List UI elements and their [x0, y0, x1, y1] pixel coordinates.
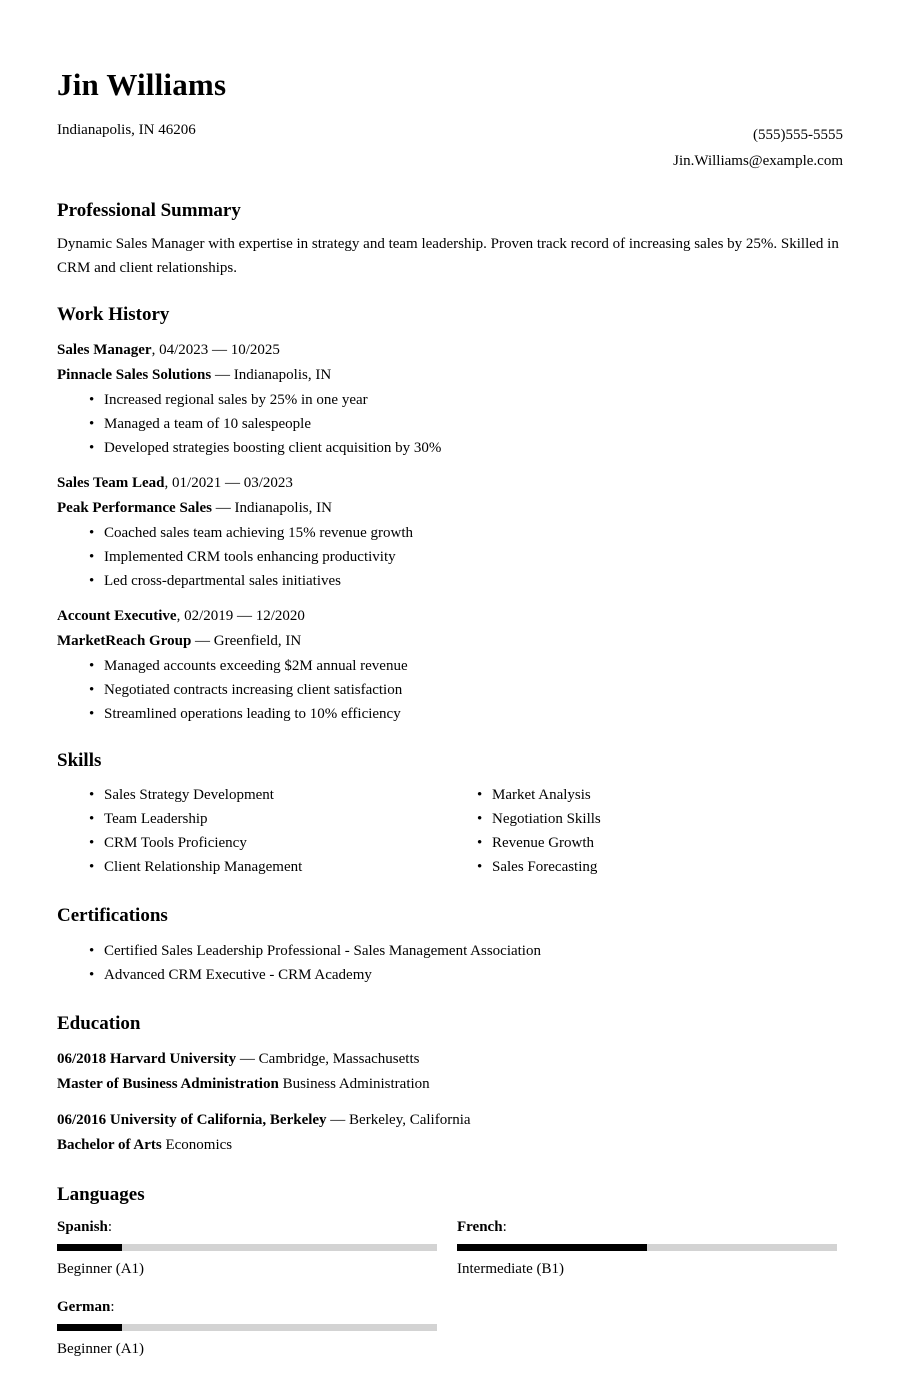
section-skills: [57, 750, 843, 880]
language-level: Beginner (A1): [57, 1340, 145, 1357]
skill-item: • Client Relationship Management: [104, 855, 457, 879]
language-level: Beginner (A1): [57, 1260, 145, 1277]
section-professional-summary: [57, 200, 843, 280]
language-entry-spanish: [57, 1216, 437, 1280]
language-name: French: [457, 1218, 503, 1235]
language-entry-french: [457, 1216, 837, 1280]
language-name-line: [57, 1216, 437, 1238]
language-entry-german: [57, 1296, 437, 1360]
education-heading: Education: [57, 1013, 141, 1035]
language-progress-fill: [457, 1244, 647, 1251]
job-company-line: [57, 496, 843, 521]
job-company: Peak Performance Sales: [57, 499, 212, 516]
languages-grid: [57, 1216, 843, 1376]
skill-item: • CRM Tools Proficiency: [104, 831, 457, 855]
certification-item: • Certified Sales Leadership Professional - Sales Management Association: [104, 939, 843, 963]
job-bullet: • Negotiated contracts increasing client satisfaction: [104, 678, 843, 702]
languages-heading: Languages: [57, 1184, 145, 1206]
job-location: — Indianapolis, IN: [215, 499, 332, 516]
language-colon: :: [502, 1218, 507, 1235]
job-company: Pinnacle Sales Solutions: [57, 366, 212, 383]
job-title-line: [57, 471, 843, 496]
skills-column-right: [457, 783, 843, 879]
person-name: Jin Williams: [57, 67, 227, 102]
job-title-line: [57, 338, 843, 363]
language-progress-track: [457, 1244, 837, 1251]
job-bullet-list: [57, 521, 843, 593]
certification-item: • Advanced CRM Executive - CRM Academy: [104, 963, 843, 987]
education-location: — Cambridge, Massachusetts: [239, 1051, 420, 1068]
skill-item: • Negotiation Skills: [492, 807, 843, 831]
job-location: — Greenfield, IN: [195, 632, 302, 649]
job-bullet: • Increased regional sales by 25% in one year: [104, 388, 843, 412]
summary-heading: Professional Summary: [57, 200, 241, 222]
skill-item: • Team Leadership: [104, 807, 457, 831]
skill-item: • Revenue Growth: [492, 831, 843, 855]
language-name-line: [457, 1216, 837, 1238]
section-languages: [57, 1184, 843, 1376]
job-bullet: • Implemented CRM tools enhancing productivity: [104, 545, 843, 569]
language-name: German: [57, 1298, 111, 1315]
section-education: [57, 1013, 843, 1158]
education-school-line: [57, 1047, 843, 1072]
education-degree-line: [57, 1072, 843, 1097]
contact-location: Indianapolis, IN 46206: [57, 122, 196, 139]
skill-item: • Market Analysis: [492, 783, 843, 807]
language-progress-track: [57, 1244, 437, 1251]
job-bullet: • Coached sales team achieving 15% revenue growth: [104, 521, 843, 545]
job-entry: [57, 604, 843, 726]
education-entry: [57, 1108, 843, 1158]
job-entry: [57, 471, 843, 593]
job-bullet: • Managed a team of 10 salespeople: [104, 412, 843, 436]
job-company-line: [57, 363, 843, 388]
job-title: Sales Manager: [57, 341, 152, 358]
language-name-line: [57, 1296, 437, 1318]
education-field: Economics: [165, 1137, 233, 1154]
job-bullet: • Led cross-departmental sales initiatives: [104, 569, 843, 593]
contact-row: [57, 122, 843, 174]
language-progress-fill: [57, 1244, 122, 1251]
job-bullet: • Streamlined operations leading to 10% efficiency: [104, 702, 843, 726]
job-dates: , 01/2021 — 03/2023: [164, 474, 293, 491]
contact-phone: (555)555-5555: [753, 127, 843, 144]
certifications-list: [57, 939, 843, 987]
job-dates: , 02/2019 — 12/2020: [176, 607, 305, 624]
skills-heading: Skills: [57, 749, 102, 771]
skills-column-left: [57, 783, 457, 879]
job-title: Sales Team Lead: [57, 474, 165, 491]
language-colon: :: [110, 1298, 115, 1315]
skill-item: • Sales Strategy Development: [104, 783, 457, 807]
job-title-line: [57, 604, 843, 629]
language-progress-fill: [57, 1324, 122, 1331]
education-school-line: [57, 1108, 843, 1133]
job-entry: [57, 338, 843, 460]
education-degree-line: [57, 1133, 843, 1158]
language-name: Spanish: [57, 1218, 108, 1235]
education-entry: [57, 1047, 843, 1097]
language-progress-track: [57, 1324, 437, 1331]
summary-text: Dynamic Sales Manager with expertise in strategy and team leadership. Proven track record of increasing sales by 25%. Skilled in CRM and client relationships.: [57, 235, 839, 276]
job-dates: , 04/2023 — 10/2025: [151, 341, 280, 358]
education-degree: Master of Business Administration: [57, 1076, 279, 1093]
section-work-history: [57, 304, 843, 726]
certifications-heading: Certifications: [57, 905, 168, 927]
contact-email: Jin.Williams@example.com: [673, 153, 843, 170]
language-level: Intermediate (B1): [457, 1260, 565, 1277]
job-location: — Indianapolis, IN: [214, 366, 332, 383]
job-company-line: [57, 629, 843, 654]
job-bullet: • Managed accounts exceeding $2M annual revenue: [104, 654, 843, 678]
education-date-school: 06/2018 Harvard University: [57, 1051, 237, 1068]
language-colon: :: [107, 1218, 113, 1235]
contact-details: [673, 122, 843, 174]
job-bullet-list: [57, 654, 843, 726]
skill-item: • Sales Forecasting: [492, 855, 843, 879]
education-date-school: 06/2016 University of California, Berkeley: [57, 1112, 327, 1129]
education-degree: Bachelor of Arts: [57, 1137, 162, 1154]
education-field: Business Administration: [282, 1076, 430, 1093]
job-bullet-list: [57, 388, 843, 460]
job-company: MarketReach Group: [57, 632, 192, 649]
section-certifications: [57, 905, 843, 987]
education-location: — Berkeley, California: [330, 1112, 471, 1129]
job-bullet: • Developed strategies boosting client acquisition by 30%: [104, 436, 843, 460]
work-history-heading: Work History: [57, 303, 170, 325]
skills-list-left: [57, 783, 457, 879]
languages-grid-empty-cell: [457, 1296, 837, 1376]
job-title: Account Executive: [57, 607, 177, 624]
skills-columns: [57, 783, 843, 879]
skills-list-right: [457, 783, 843, 879]
